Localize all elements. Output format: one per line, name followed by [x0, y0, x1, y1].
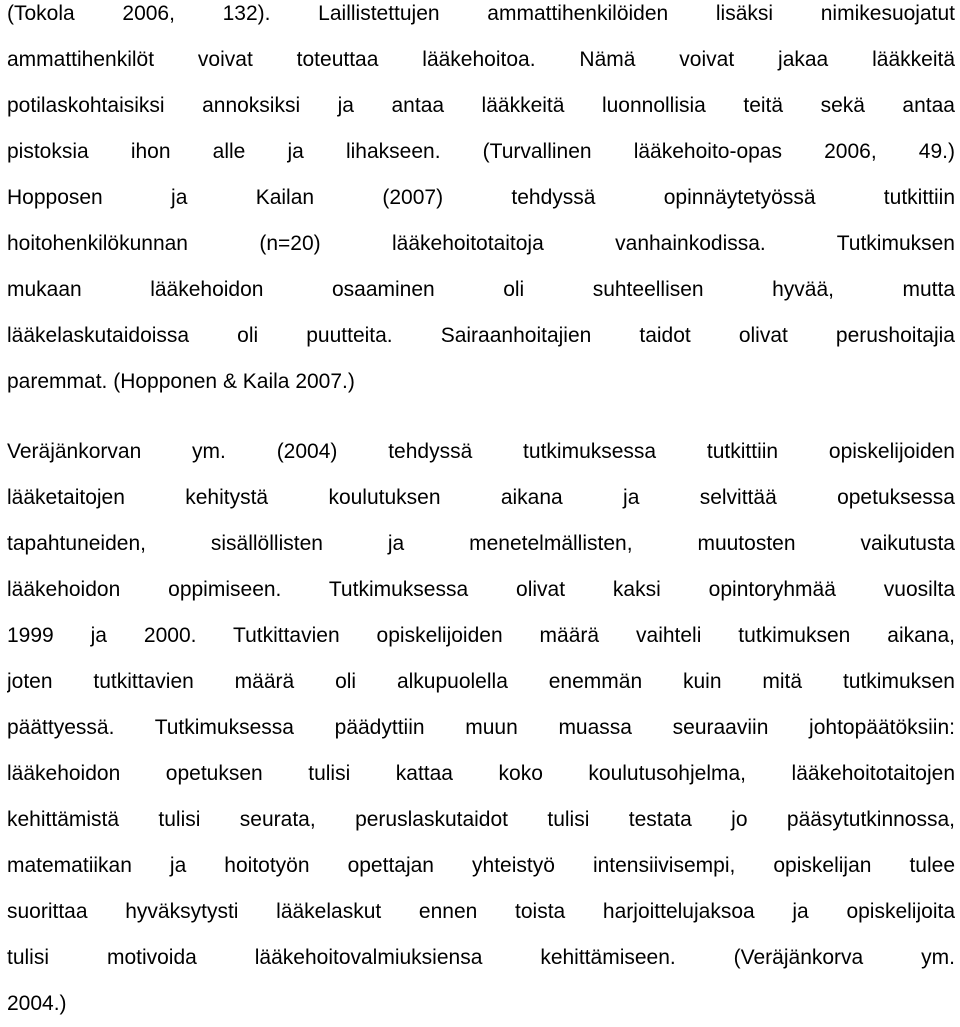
paragraph-line: paremmat. (Hopponen & Kaila 2007.) [7, 370, 355, 393]
paragraph-line: lääkehoidon opetuksen tulisi kattaa koko koulutusohjelma, lääkehoitotaitojen [7, 762, 955, 785]
paragraph-line: hoitohenkilökunnan (n=20) lääkehoitotaitoja vanhainkodissa. Tutkimuksen [7, 232, 955, 255]
paragraph-line: 2004.) [7, 992, 67, 1015]
paragraph-line: lääkelaskutaidoissa oli puutteita. Sairaanhoitajien taidot olivat perushoitajia [7, 324, 955, 347]
paragraph-1 [7, 0, 955, 405]
paragraph-line: päättyessä. Tutkimuksessa päädyttiin muun muassa seuraaviin johtopäätöksiin: [7, 716, 955, 739]
paragraph-line: suorittaa hyväksytysti lääkelaskut ennen toista harjoittelujaksoa ja opiskelijoita [7, 900, 955, 923]
paragraph-line: kehittämistä tulisi seurata, peruslaskutaidot tulisi testata jo pääsytutkinnossa, [7, 808, 955, 831]
paragraph-line: (Tokola 2006, 132). Laillistettujen ammattihenkilöiden lisäksi nimikesuojatut [7, 2, 955, 25]
paragraph-line: lääketaitojen kehitystä koulutuksen aikana ja selvittää opetuksessa [7, 486, 955, 509]
paragraph-line: ammattihenkilöt voivat toteuttaa lääkehoitoa. Nämä voivat jakaa lääkkeitä [7, 48, 955, 71]
paragraph-line: lääkehoidon oppimiseen. Tutkimuksessa olivat kaksi opintoryhmää vuosilta [7, 578, 955, 601]
paragraph-line: tulisi motivoida lääkehoitovalmiuksiensa kehittämiseen. (Veräjänkorva ym. [7, 946, 955, 969]
paragraph-2 [7, 429, 955, 1027]
paragraph-line: pistoksia ihon alle ja lihakseen. (Turvallinen lääkehoito-opas 2006, 49.) [7, 140, 955, 163]
paragraph-line: 1999 ja 2000. Tutkittavien opiskelijoiden määrä vaihteli tutkimuksen aikana, [7, 624, 955, 647]
paragraph-line: potilaskohtaisiksi annoksiksi ja antaa lääkkeitä luonnollisia teitä sekä antaa [7, 94, 955, 117]
paragraph-line: Hopposen ja Kailan (2007) tehdyssä opinnäytetyössä tutkittiin [7, 186, 955, 209]
paragraph-line: tapahtuneiden, sisällöllisten ja menetelmällisten, muutosten vaikutusta [7, 532, 955, 555]
paragraph-line: matematiikan ja hoitotyön opettajan yhteistyö intensiivisempi, opiskelijan tulee [7, 854, 955, 877]
paragraph-line: Veräjänkorvan ym. (2004) tehdyssä tutkimuksessa tutkittiin opiskelijoiden [7, 440, 955, 463]
paragraph-line: joten tutkittavien määrä oli alkupuolella enemmän kuin mitä tutkimuksen [7, 670, 955, 693]
paragraph-line: mukaan lääkehoidon osaaminen oli suhteellisen hyvää, mutta [7, 278, 955, 301]
